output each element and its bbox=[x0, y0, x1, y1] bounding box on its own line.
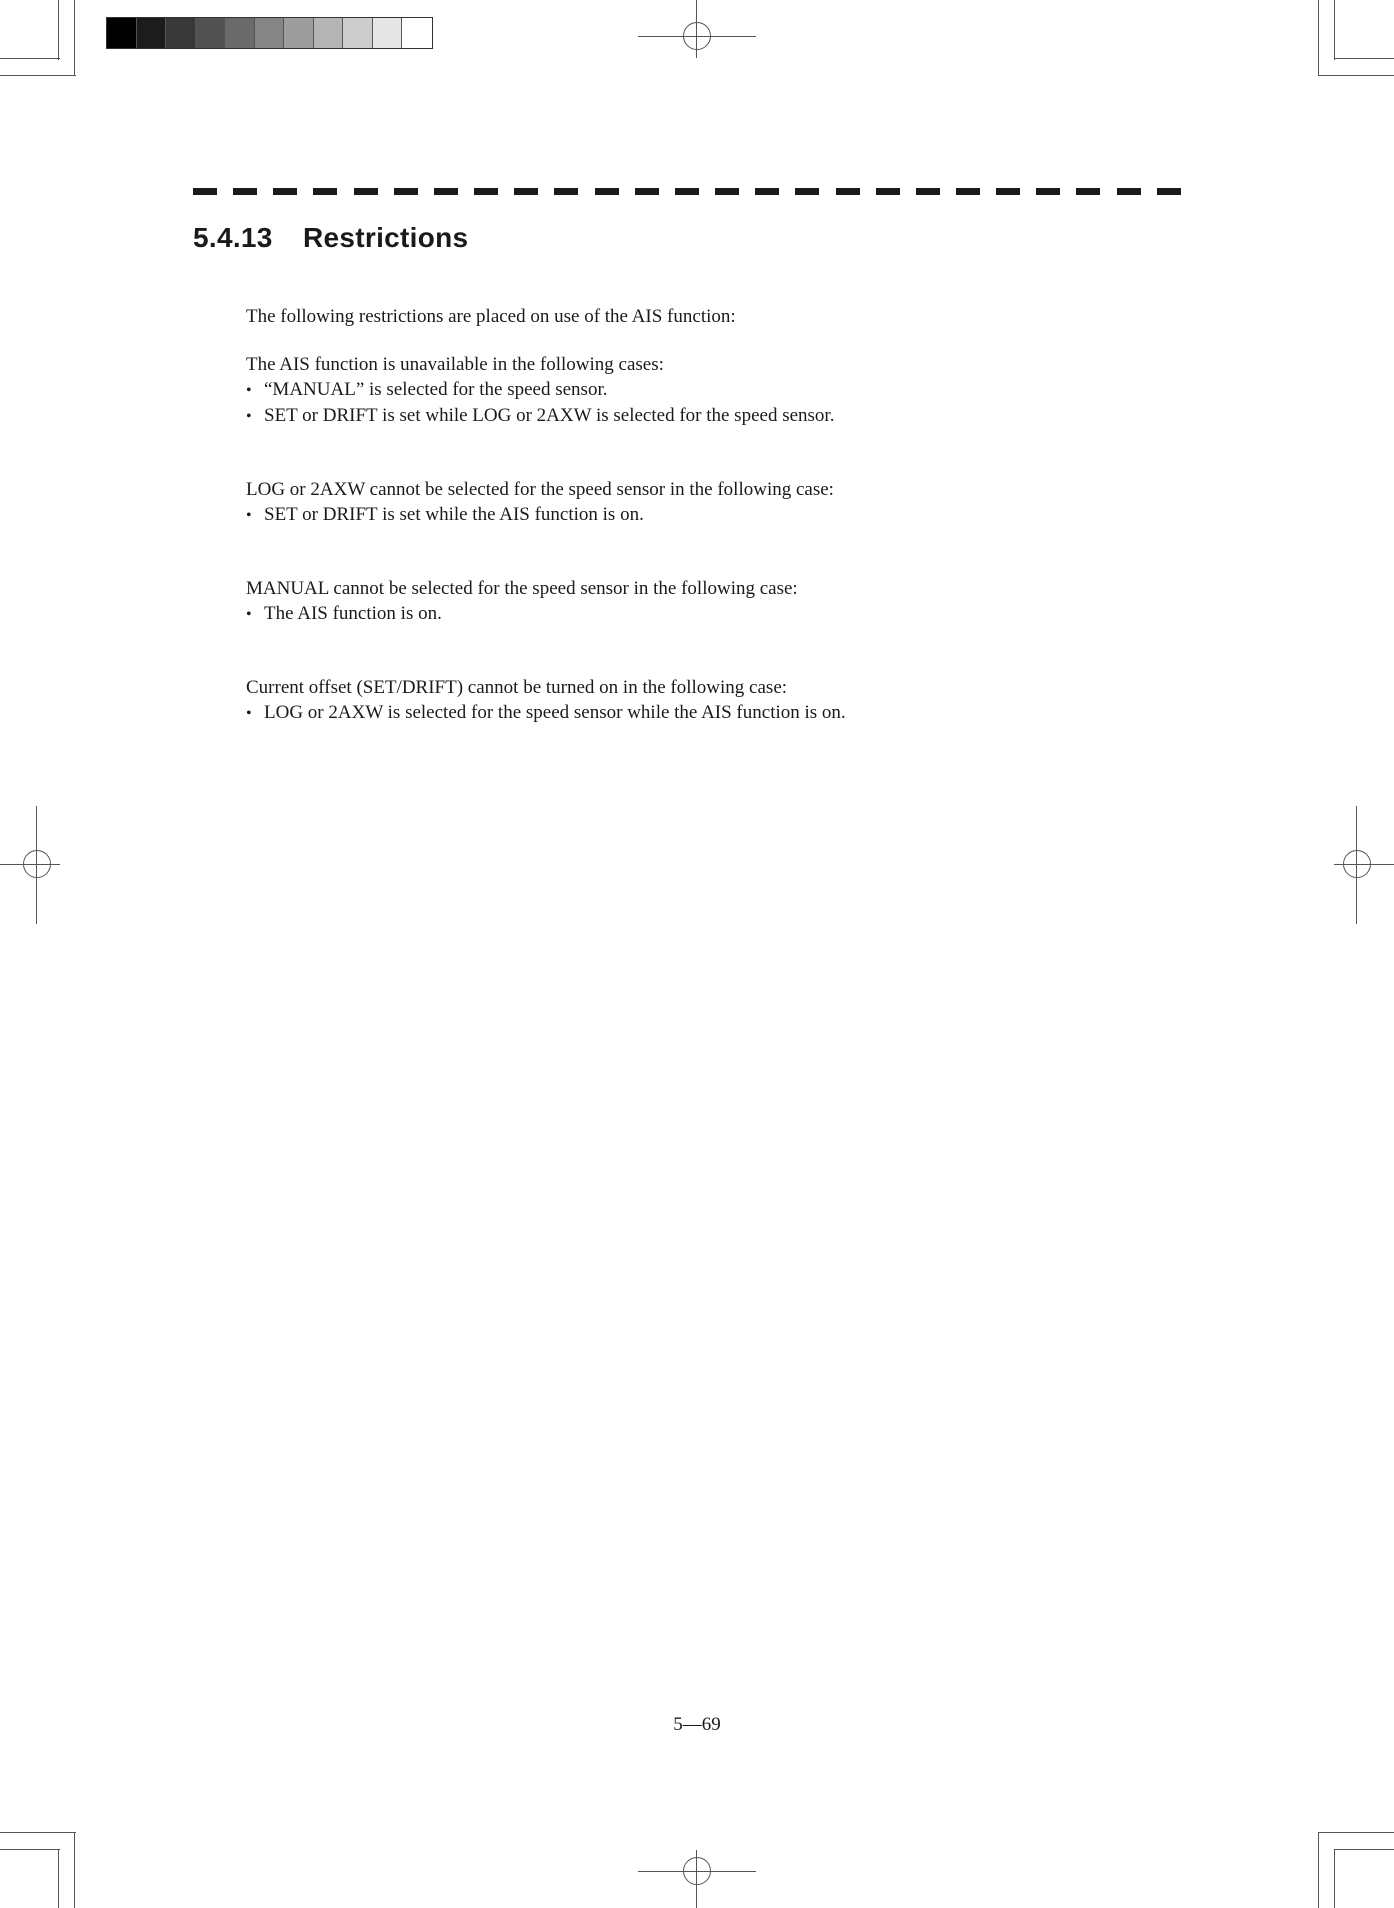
restriction-block-ais-unavailable bbox=[246, 352, 1146, 429]
rule-dash bbox=[595, 188, 619, 195]
list-item-text: LOG or 2AXW is selected for the speed sensor while the AIS function is on. bbox=[264, 702, 846, 723]
section-divider-dashed bbox=[193, 188, 1181, 196]
page-number: 5—69 bbox=[673, 1714, 721, 1735]
bullet-icon: • bbox=[246, 606, 252, 623]
restriction-block-manual bbox=[246, 576, 1146, 627]
rule-dash bbox=[1157, 188, 1181, 195]
list-item bbox=[246, 377, 1146, 403]
gray-swatch bbox=[225, 18, 255, 48]
restriction-block-log-2axw bbox=[246, 477, 1146, 528]
restriction-block-current-offset bbox=[246, 675, 1146, 726]
rule-dash bbox=[675, 188, 699, 195]
list-item-text: SET or DRIFT is set while LOG or 2AXW is selected for the speed sensor. bbox=[264, 405, 835, 426]
restriction-lead: Current offset (SET/DRIFT) cannot be turned on in the following case: bbox=[246, 677, 788, 698]
list-item bbox=[246, 700, 1146, 726]
rule-dash bbox=[354, 188, 378, 195]
rule-dash bbox=[193, 188, 217, 195]
section-heading bbox=[193, 222, 468, 254]
restriction-lead: MANUAL cannot be selected for the speed sensor in the following case: bbox=[246, 578, 798, 599]
restriction-lead: The AIS function is unavailable in the following cases: bbox=[246, 354, 664, 375]
gray-swatch bbox=[402, 18, 432, 48]
rule-dash bbox=[916, 188, 940, 195]
gray-swatch bbox=[196, 18, 226, 48]
rule-dash bbox=[956, 188, 980, 195]
rule-dash bbox=[755, 188, 779, 195]
bullet-icon: • bbox=[246, 382, 252, 399]
restrictions-body bbox=[246, 304, 1146, 774]
section-number: 5.4.13 bbox=[193, 222, 273, 253]
rule-dash bbox=[233, 188, 257, 195]
rule-dash bbox=[1076, 188, 1100, 195]
rule-dash bbox=[876, 188, 900, 195]
gray-swatch bbox=[107, 18, 137, 48]
list-item bbox=[246, 403, 1146, 429]
rule-dash bbox=[996, 188, 1020, 195]
section-title: Restrictions bbox=[303, 222, 469, 253]
rule-dash bbox=[795, 188, 819, 195]
gray-swatch bbox=[314, 18, 344, 48]
list-item-text: SET or DRIFT is set while the AIS function is on. bbox=[264, 504, 644, 525]
rule-dash bbox=[1036, 188, 1060, 195]
rule-dash bbox=[635, 188, 659, 195]
gray-swatch bbox=[166, 18, 196, 48]
rule-dash bbox=[554, 188, 578, 195]
restriction-lead: LOG or 2AXW cannot be selected for the speed sensor in the following case: bbox=[246, 479, 834, 500]
rule-dash bbox=[1117, 188, 1141, 195]
gray-swatch bbox=[284, 18, 314, 48]
rule-dash bbox=[715, 188, 739, 195]
gray-swatch bbox=[343, 18, 373, 48]
list-item-text: The AIS function is on. bbox=[264, 603, 442, 624]
grayscale-calibration-strip bbox=[106, 17, 433, 49]
gray-swatch bbox=[255, 18, 285, 48]
list-item bbox=[246, 601, 1146, 627]
rule-dash bbox=[313, 188, 337, 195]
list-item bbox=[246, 502, 1146, 528]
rule-dash bbox=[514, 188, 538, 195]
rule-dash bbox=[836, 188, 860, 195]
bullet-icon: • bbox=[246, 507, 252, 524]
intro-paragraph: The following restrictions are placed on use of the AIS function: bbox=[246, 306, 736, 327]
rule-dash bbox=[394, 188, 418, 195]
gray-swatch bbox=[373, 18, 403, 48]
bullet-icon: • bbox=[246, 705, 252, 722]
gray-swatch bbox=[137, 18, 167, 48]
rule-dash bbox=[273, 188, 297, 195]
rule-dash bbox=[474, 188, 498, 195]
rule-dash bbox=[434, 188, 458, 195]
list-item-text: “MANUAL” is selected for the speed sensor. bbox=[264, 379, 608, 400]
bullet-icon: • bbox=[246, 408, 252, 425]
